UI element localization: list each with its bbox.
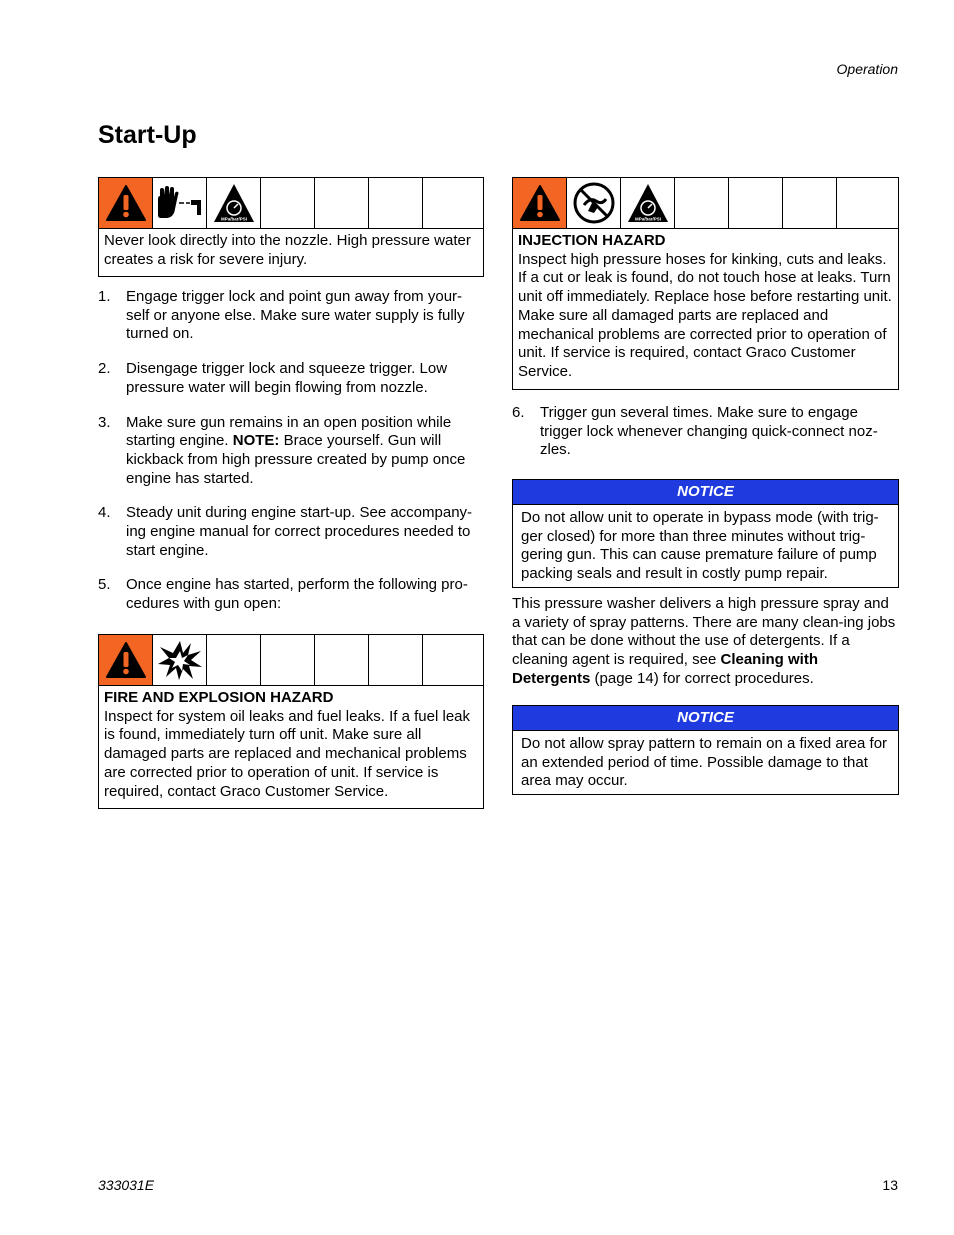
no-hose-touch-icon	[567, 178, 621, 228]
empty-icon-cell	[369, 635, 423, 685]
list-item	[98, 288, 484, 344]
step-number: 2.	[98, 360, 111, 378]
warning-triangle-icon	[99, 635, 153, 685]
warning-triangle-icon	[513, 178, 567, 228]
page-number: 13	[882, 1177, 898, 1193]
notice-heading: NOTICE	[513, 706, 898, 731]
warning-text	[99, 686, 483, 807]
hazard-title: FIRE AND EXPLOSION HAZARD	[104, 689, 334, 706]
empty-icon-cell	[423, 635, 477, 685]
hazard-title: INJECTION HAZARD	[518, 232, 666, 249]
cleaning-with-detergents-reference: Cleaning with Detergents	[512, 651, 818, 687]
fire-warning-box	[98, 634, 484, 809]
warning-text: Never look directly into the nozzle. High pressure water creates a risk for severe injury.	[104, 232, 471, 268]
detergent-paragraph	[512, 595, 898, 689]
spray-pattern-notice-box	[512, 705, 899, 795]
paragraph-text: This pressure washer delivers a high pressure spray and a variety of spray patterns. There are many clean-ing jobs that can be done without the use of detergents. If a cleaning agent is required, see	[512, 595, 896, 669]
step-number: 6.	[512, 404, 525, 421]
warning-triangle-icon	[99, 178, 153, 228]
paragraph-text: (page 14) for correct procedures.	[590, 669, 814, 687]
empty-icon-cell	[729, 178, 783, 228]
warning-text	[513, 229, 898, 388]
step-number: 4.	[98, 504, 111, 522]
note-label: NOTE:	[232, 432, 280, 450]
section-header: Operation	[836, 61, 898, 77]
list-item	[512, 404, 896, 460]
step-text: Steady unit during engine start-up. See accompany-ing engine manual for correct procedures needed to start engine.	[126, 504, 473, 559]
hand-spray-gun-icon	[153, 178, 207, 228]
empty-icon-cell	[423, 178, 477, 228]
step-text-pre: Make sure gun remains in an open position while starting engine.	[126, 413, 452, 450]
hazard-description: Inspect for system oil leaks and fuel leaks. If a fuel leak is found, immediately turn off unit. Make sure all damaged parts are replaced and mechanical problems are corrected prior to operation of unit. If service is required, contact Graco Customer Service.	[104, 707, 471, 800]
startup-steps-list-continued	[512, 404, 896, 476]
list-item	[98, 576, 484, 613]
bypass-notice-box	[512, 479, 899, 588]
hazard-icon-row	[99, 178, 483, 229]
empty-icon-cell	[207, 635, 261, 685]
explosion-icon	[153, 635, 207, 685]
hazard-description: Inspect high pressure hoses for kinking, cuts and leaks. If a cut or leak is found, do not touch hose at leaks. Turn unit off immediately. Replace hose before restarting unit. Make sure all damaged parts are replaced and mechanical problems are corrected prior to operation of unit. If service is required, contact Graco Customer Service.	[518, 250, 892, 380]
empty-icon-cell	[675, 178, 729, 228]
gauge-label: MPa/bar/PSI	[220, 216, 247, 222]
notice-heading: NOTICE	[513, 480, 898, 505]
injection-warning-box	[512, 177, 899, 390]
empty-icon-cell	[315, 635, 369, 685]
hazard-icon-row	[99, 635, 483, 686]
step-text-post: Brace yourself. Gun will kickback from high pressure created by pump once engine has started.	[126, 432, 466, 487]
step-number: 5.	[98, 576, 111, 594]
list-item	[98, 504, 484, 560]
notice-text: Do not allow unit to operate in bypass mode (with trig-ger closed) for more than three minutes without trig-gering gun. This can cause premature failure of pump packing seals and result in costly pump repair.	[521, 509, 879, 583]
hazard-icon-row	[513, 178, 898, 229]
step-number: 3.	[98, 413, 111, 431]
pressure-gauge-icon	[621, 178, 675, 228]
step-text: Once engine has started, perform the following pro-cedures with gun open:	[126, 576, 468, 613]
list-item	[98, 414, 484, 489]
document-number: 333031E	[98, 1177, 155, 1193]
empty-icon-cell	[369, 178, 423, 228]
step-text: Engage trigger lock and point gun away from your-self or anyone else. Make sure water supply is fully turned on.	[126, 288, 465, 343]
empty-icon-cell	[837, 178, 891, 228]
pressure-gauge-icon	[207, 178, 261, 228]
step-number: 1.	[98, 288, 111, 305]
empty-icon-cell	[783, 178, 837, 228]
step-text: Disengage trigger lock and squeeze trigger. Low pressure water will begin flowing from nozzle.	[126, 360, 448, 396]
step-text: Trigger gun several times. Make sure to engage trigger lock whenever changing quick-connect noz-zles.	[540, 404, 878, 459]
list-item	[98, 360, 484, 397]
empty-icon-cell	[315, 178, 369, 228]
nozzle-warning-box	[98, 177, 484, 277]
page-title: Start-Up	[98, 121, 197, 149]
notice-text: Do not allow spray pattern to remain on a fixed area for an extended period of time. Possible damage to that area may occur.	[521, 735, 888, 790]
gauge-label: MPa/bar/PSI	[634, 216, 661, 222]
empty-icon-cell	[261, 635, 315, 685]
startup-steps-list	[98, 288, 484, 630]
empty-icon-cell	[261, 178, 315, 228]
